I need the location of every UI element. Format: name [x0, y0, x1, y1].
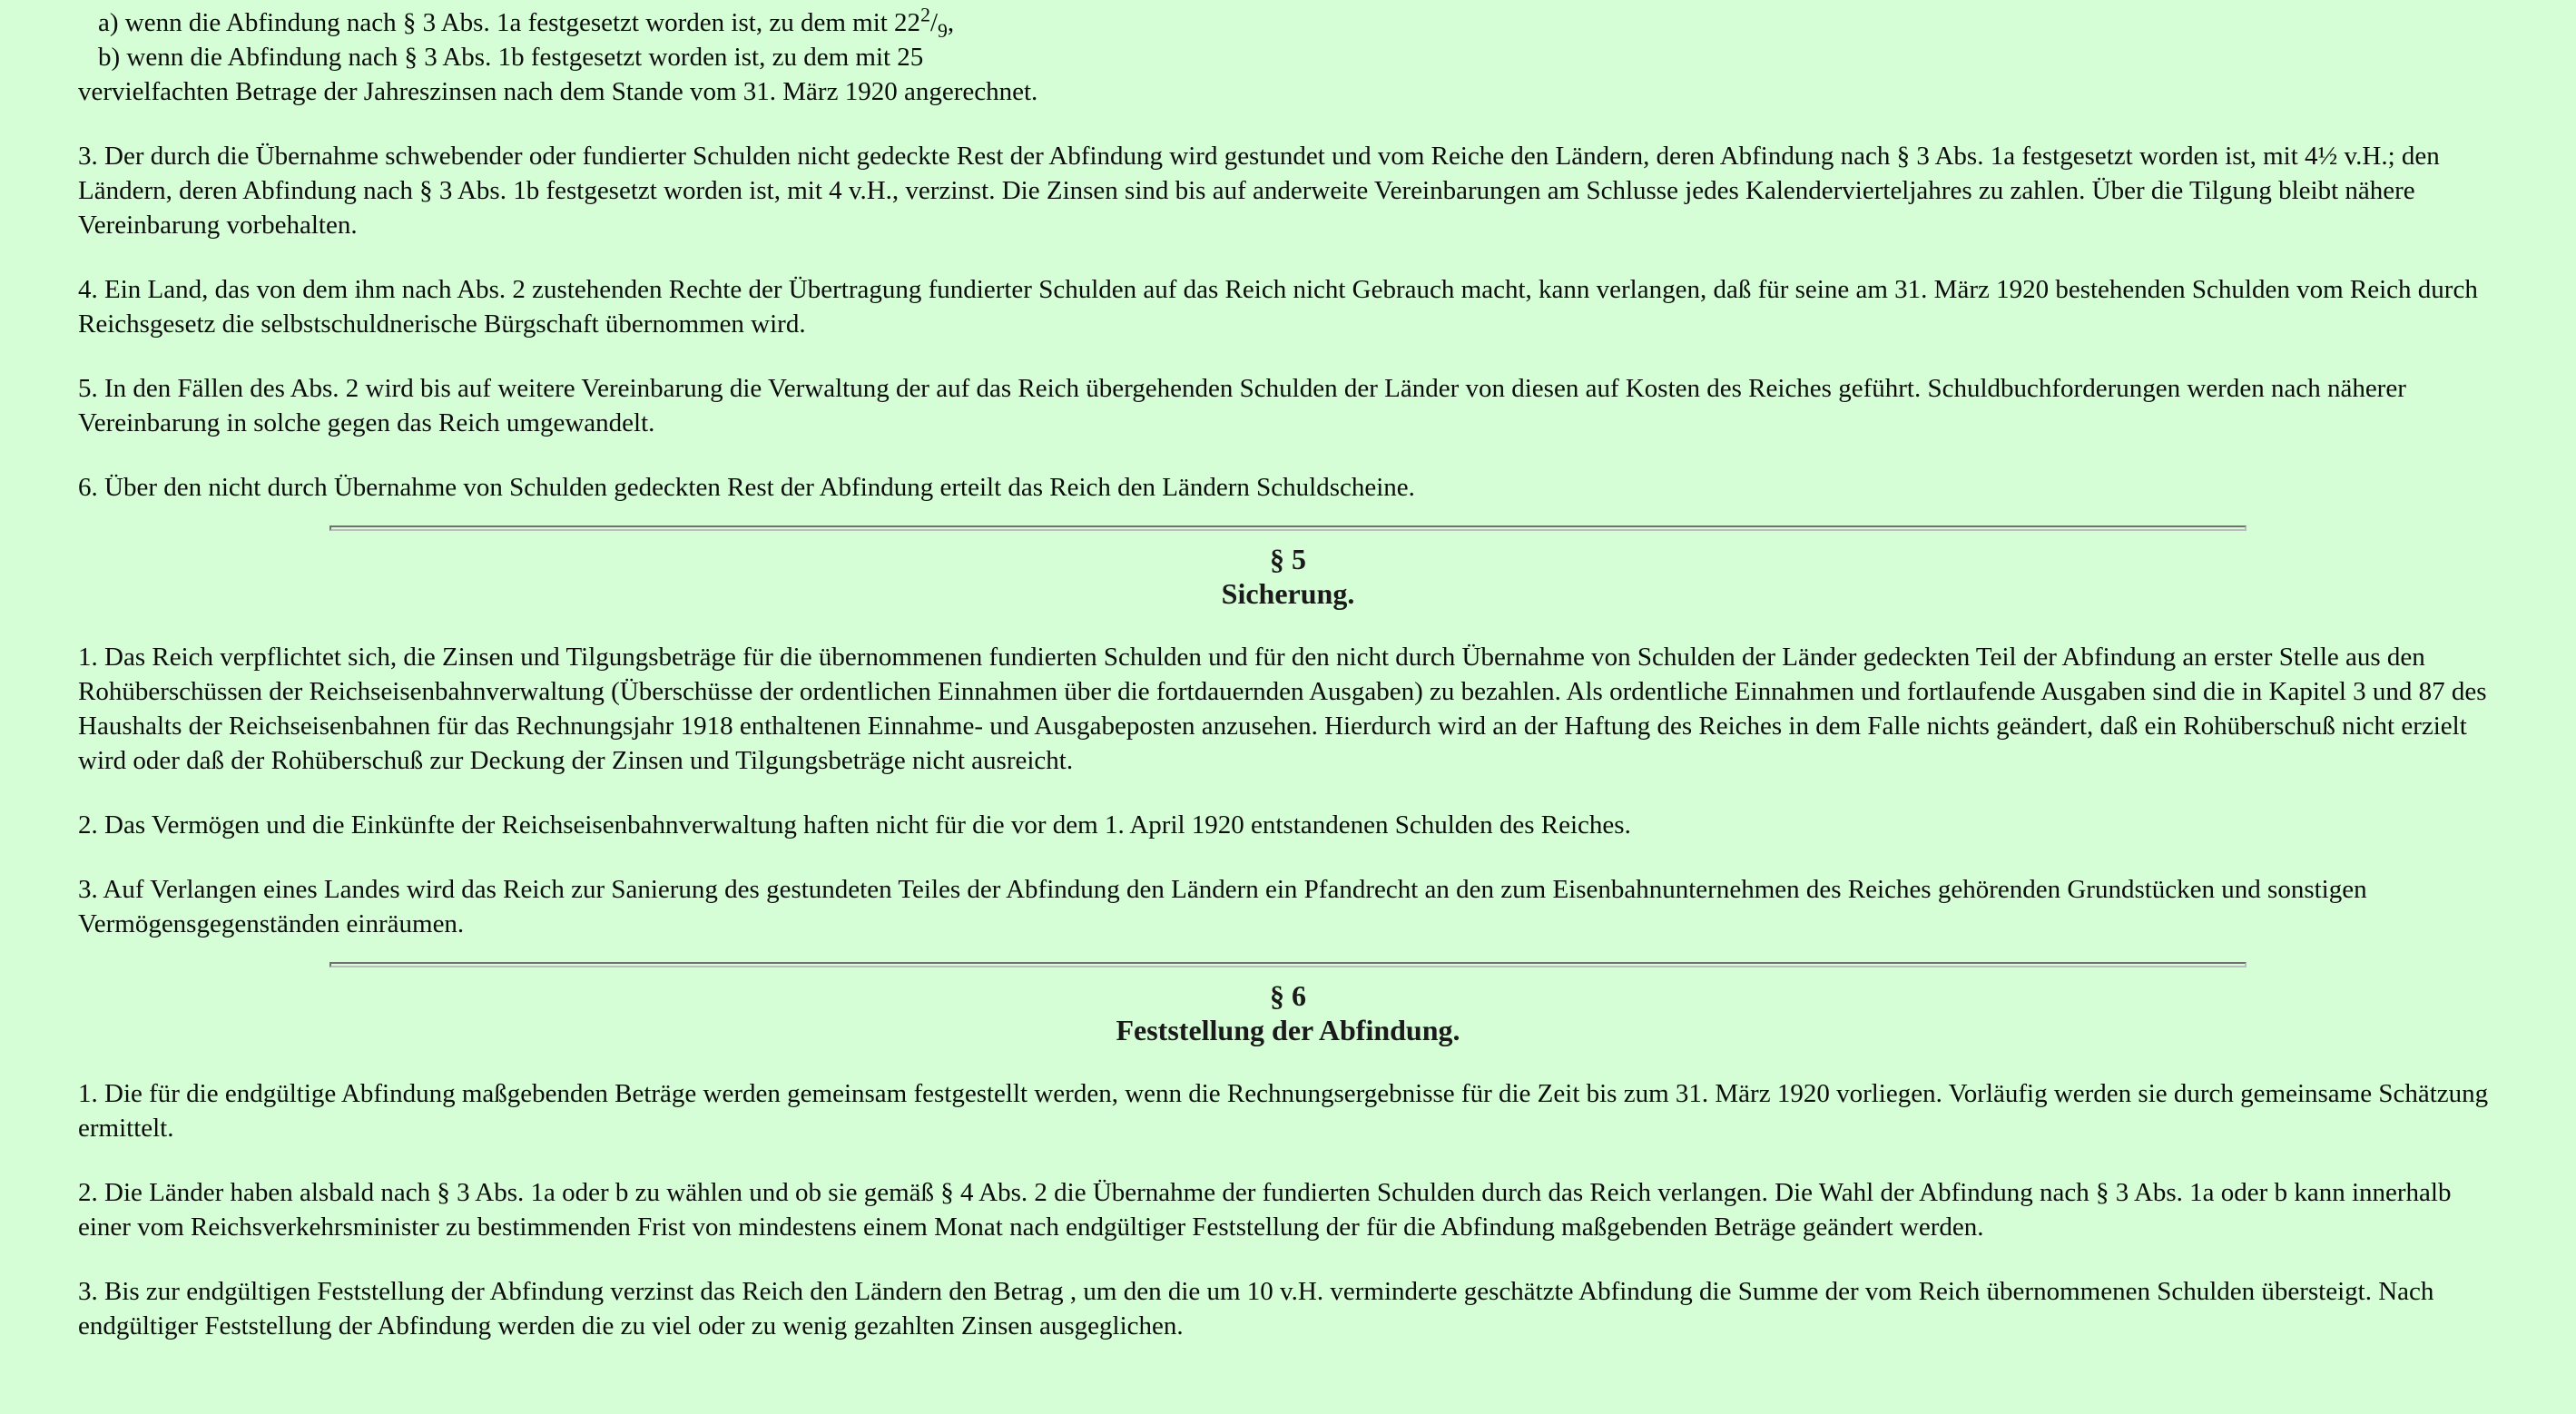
paragraph-s5-1: 1. Das Reich verpflichtet sich, die Zinsen und Tilgungsbeträge für die übernommenen fundierten Schulden und für den nicht durch Übernahme von Schulden der Länder gedeckten Teil der Abfindung an erster Stelle aus den Rohüberschüssen der Reichseisenbahnverwaltung (Überschüsse der ordentlichen Einnahmen über die fortdauernden Ausgaben) zu bezahlen. Als ordentliche Einnahmen und fortlaufende Ausgaben sind die in Kapitel 3 und 87 des Haushalts der Reichseisenbahnen für das Rechnungsjahr 1918 enthaltenen Einnahme- und Ausgabeposten anzusehen. Hierdurch wird an der Haftung des Reiches in dem Falle nichts geändert, daß ein Rohüberschuß nicht erzielt wird oder daß der Rohüberschuß zur Deckung der Zinsen und Tilgungsbeträge nicht ausreicht.	[78, 643, 2487, 775]
paragraph-s6-1: 1. Die für die endgültige Abfindung maßgebenden Beträge werden gemeinsam festgestellt werden, wenn die Rechnungsergebnisse für die Zeit bis zum 31. März 1920 vorliegen. Vorläufig werden sie durch gemeinsame Schätzung ermittelt.	[78, 1079, 2489, 1143]
section-6-title: Feststellung der Abfindung.	[1116, 1014, 1460, 1046]
paragraph-gap	[78, 440, 2498, 470]
list-item-a-end: ,	[947, 8, 955, 37]
section-6-number: § 6	[1270, 979, 1306, 1012]
paragraph-gap	[78, 778, 2498, 808]
paragraph-gap	[78, 242, 2498, 272]
paragraph-s4-3: 3. Der durch die Übernahme schwebender oder fundierter Schulden nicht gedeckte Rest der Abfindung wird gestundet und vom Reiche den Ländern, deren Abfindung nach § 3 Abs. 1a festgesetzt worden ist, mit 4½ v.H.; den Ländern, deren Abfindung nach § 3 Abs. 1b festgesetzt worden ist, mit 4 v.H., verzinst. Die Zinsen sind bis auf anderweite Vereinbarungen am Schlusse jedes Kalendervierteljahres zu zahlen. Über die Tilgung bleibt nähere Vereinbarung vorbehalten.	[78, 142, 2440, 240]
fraction-denominator: 9	[938, 19, 948, 42]
paragraph-s5-2: 2. Das Vermögen und die Einkünfte der Reichseisenbahnverwaltung haften nicht für die vor dem 1. April 1920 entstandenen Schulden des Reiches.	[78, 810, 1631, 840]
paragraph-s4-5: 5. In den Fällen des Abs. 2 wird bis auf weitere Vereinbarung die Verwaltung der auf das Reich übergehenden Schulden der Länder von diesen auf Kosten des Reiches geführt. Schuldbuchforderungen werden nach näherer Vereinbarung in solche gegen das Reich umgewandelt.	[78, 374, 2406, 437]
intro-block	[78, 0, 2498, 109]
section-5-title: Sicherung.	[1221, 577, 1355, 610]
paragraph-s5-3: 3. Auf Verlangen eines Landes wird das Reich zur Sanierung des gestundeten Teiles der Abfindung den Ländern ein Pfandrecht an den zum Eisenbahnunternehmen des Reiches gehörenden Grundstücken und sonstigen Vermögensgegenständen einräumen.	[78, 875, 2367, 938]
section-divider	[329, 525, 2247, 531]
paragraph-gap	[78, 1244, 2498, 1274]
section-divider	[329, 962, 2247, 967]
list-item-a	[78, 5, 2498, 40]
paragraph-gap	[78, 842, 2498, 872]
fraction-two-ninths	[920, 4, 948, 42]
fraction-slash: /	[929, 8, 938, 37]
paragraph-gap	[78, 109, 2498, 139]
list-tail-text: vervielfachten Betrage der Jahreszinsen nach dem Stande vom 31. März 1920 angerechnet.	[78, 77, 1038, 106]
paragraph-s6-2: 2. Die Länder haben alsbald nach § 3 Abs. 1a oder b zu wählen und ob sie gemäß § 4 Abs. 2 die Übernahme der fundierten Schulden durch das Reich verlangen. Die Wahl der Abfindung nach § 3 Abs. 1a oder b kann innerhalb einer vom Reichsverkehrsminister zu bestimmenden Frist von mindestens einem Monat nach endgültiger Feststellung der für die Abfindung maßgebenden Beträge geändert werden.	[78, 1178, 2452, 1242]
paragraph-s4-6: 6. Über den nicht durch Übernahme von Schulden gedeckten Rest der Abfindung erteilt das Reich den Ländern Schuldscheine.	[78, 473, 1415, 502]
paragraph-gap	[78, 341, 2498, 371]
paragraph-s4-4: 4. Ein Land, das von dem ihm nach Abs. 2 zustehenden Rechte der Übertragung fundierter Schulden auf das Reich nicht Gebrauch macht, kann verlangen, daß für seine am 31. März 1920 bestehenden Schulden vom Reich durch Reichsgesetz die selbstschuldnerische Bürgschaft übernommen wird.	[78, 275, 2478, 339]
section-5-number: § 5	[1270, 543, 1306, 575]
list-item-a-text: a) wenn die Abfindung nach § 3 Abs. 1a festgesetzt worden ist, zu dem mit 22	[98, 8, 921, 37]
list-item-b: b) wenn die Abfindung nach § 3 Abs. 1b festgesetzt worden ist, zu dem mit 25	[98, 43, 924, 72]
paragraph-s6-3: 3. Bis zur endgültigen Feststellung der Abfindung verzinst das Reich den Ländern den Betrag , um den die um 10 v.H. verminderte geschätzte Abfindung die Summe der vom Reich übernommenen Schulden übersteigt. Nach endgültiger Feststellung der Abfindung werden die zu viel oder zu wenig gezahlten Zinsen ausgeglichen.	[78, 1277, 2434, 1340]
paragraph-gap	[78, 1145, 2498, 1175]
fraction-numerator: 2	[920, 4, 930, 26]
